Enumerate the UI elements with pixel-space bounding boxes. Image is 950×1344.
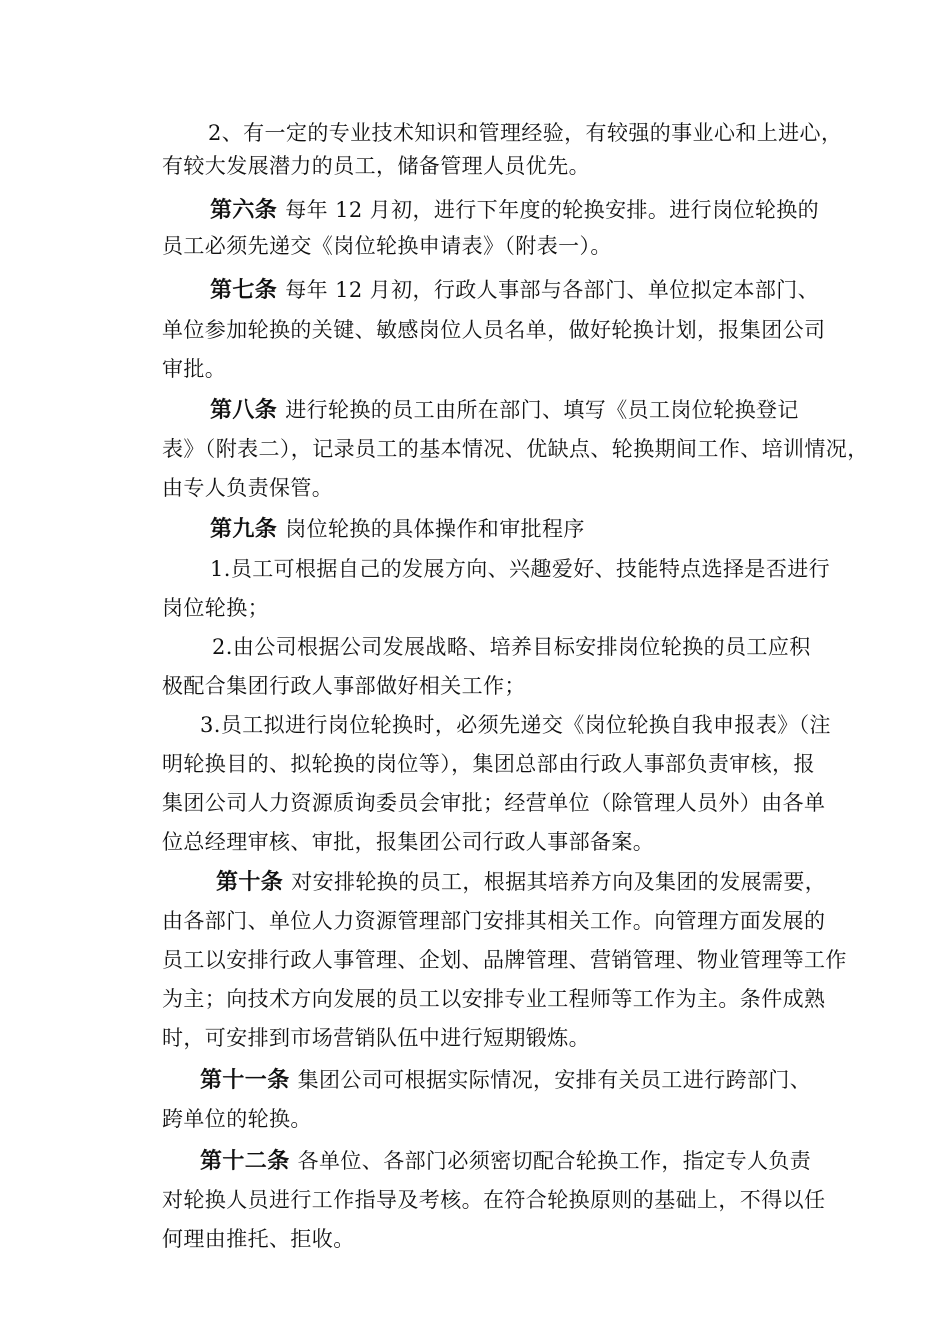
text-line: 对轮换人员进行工作指导及考核。在符合轮换原则的基础上，不得以任 <box>162 1188 826 1212</box>
article-11-line: 第十一条 集团公司可根据实际情况，安排有关员工进行跨部门、 <box>200 1068 812 1093</box>
text-line: 员工以安排行政人事管理、企划、品牌管理、营销管理、物业管理等工作 <box>162 948 847 972</box>
text-line: 跨单位的轮换。 <box>162 1107 312 1131</box>
text-line: 集团公司人力资源质询委员会审批；经营单位（除管理人员外）由各单 <box>162 791 826 815</box>
list-item-2: 2.由公司根据公司发展战略、培养目标安排岗位轮换的员工应积 <box>212 635 811 659</box>
text-line: 由专人负责保管。 <box>162 476 334 500</box>
article-12-heading: 第十二条 <box>200 1149 290 1174</box>
article-11-heading: 第十一条 <box>200 1068 290 1093</box>
article-9-line: 第九条 岗位轮换的具体操作和审批程序 <box>210 517 585 542</box>
article-6-line: 第六条 每年 12 月初，进行下年度的轮换安排。进行岗位轮换的 <box>210 198 820 223</box>
text-line: 审批。 <box>162 357 227 381</box>
list-item-1: 1.员工可根据自己的发展方向、兴趣爱好、技能特点选择是否进行 <box>210 557 831 581</box>
article-6-heading: 第六条 <box>210 198 278 223</box>
article-8-line: 第八条 进行轮换的员工由所在部门、填写《员工岗位轮换登记 <box>210 398 799 423</box>
text-line: 单位参加轮换的关键、敏感岗位人员名单，做好轮换计划，报集团公司 <box>162 318 826 342</box>
text-line: 为主；向技术方向发展的员工以安排专业工程师等工作为主。条件成熟 <box>162 987 826 1011</box>
text-line: 极配合集团行政人事部做好相关工作； <box>162 674 526 698</box>
article-7-line: 第七条 每年 12 月初，行政人事部与各部门、单位拟定本部门、 <box>210 278 820 303</box>
text-line: 时，可安排到市场营销队伍中进行短期锻炼。 <box>162 1026 590 1050</box>
list-item-3: 3.员工拟进行岗位轮换时，必须先递交《岗位轮换自我申报表》（注 <box>200 713 831 737</box>
text-line: 员工必须先递交《岗位轮换申请表》（附表一）。 <box>162 234 612 258</box>
text-line: 有较大发展潜力的员工，储备管理人员优先。 <box>162 154 590 178</box>
article-9-heading: 第九条 <box>210 517 278 542</box>
article-12-line: 第十二条 各单位、各部门必须密切配合轮换工作，指定专人负责 <box>200 1149 812 1174</box>
text-line: 由各部门、单位人力资源管理部门安排其相关工作。向管理方面发展的 <box>162 909 826 933</box>
article-10-line: 第十条 对安排轮换的员工，根据其培养方向及集团的发展需要， <box>216 870 827 895</box>
article-10-heading: 第十条 <box>216 870 284 895</box>
text-line: 明轮换目的、拟轮换的岗位等），集团总部由行政人事部负责审核，报 <box>162 752 815 776</box>
text-line: 位总经理审核、审批，报集团公司行政人事部备案。 <box>162 830 655 854</box>
text-line: 岗位轮换； <box>162 596 269 620</box>
article-7-heading: 第七条 <box>210 278 278 303</box>
text-line: 表》（附表二），记录员工的基本情况、优缺点、轮换期间工作、培训情况， <box>162 437 869 461</box>
article-8-heading: 第八条 <box>210 398 278 423</box>
text-line: 何理由推托、拒收。 <box>162 1227 355 1251</box>
text-line: 2、有一定的专业技术知识和管理经验，有较强的事业心和上进心， <box>208 121 843 145</box>
